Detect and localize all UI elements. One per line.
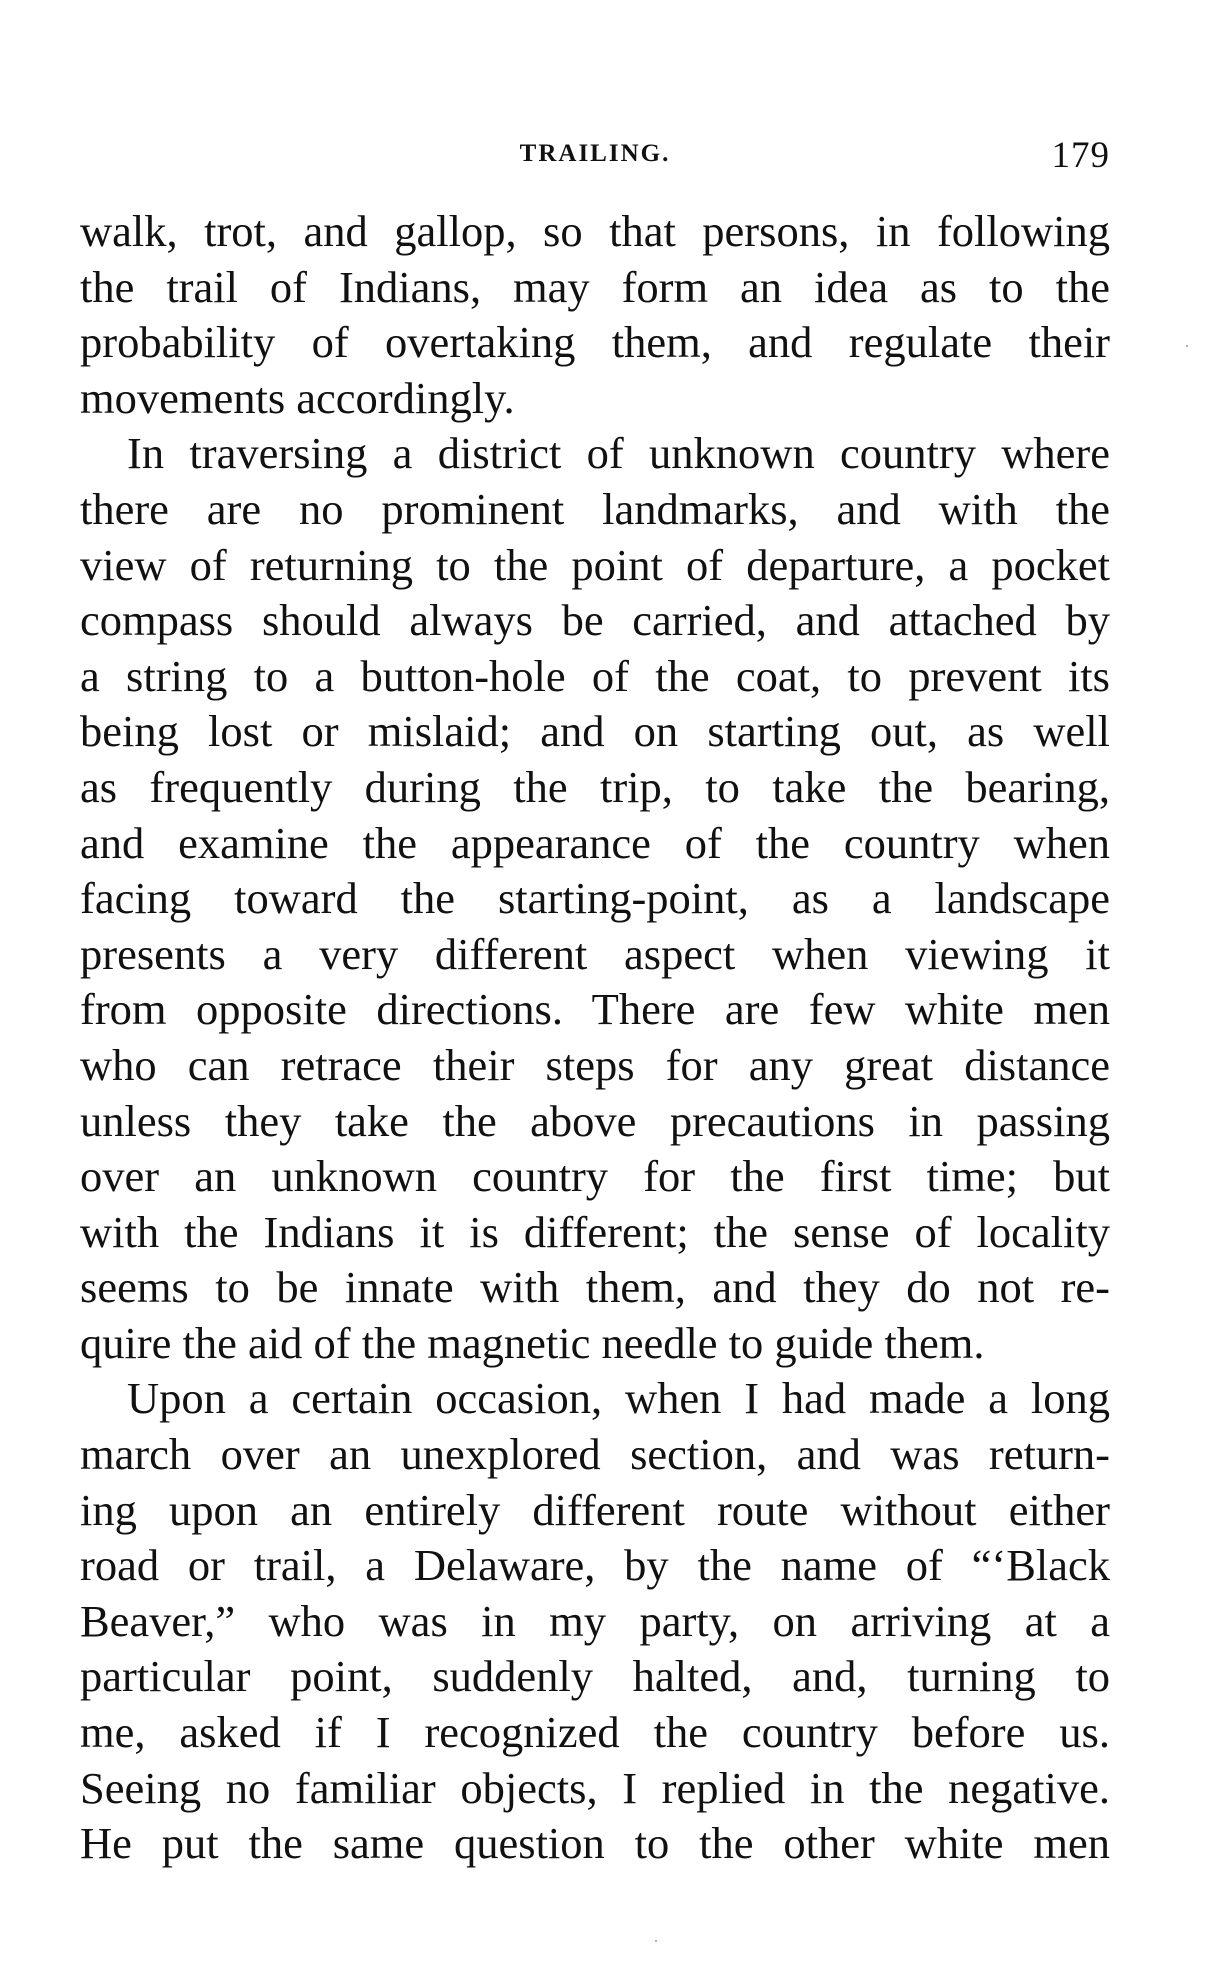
text-line: Seeing no familiar objects, I replied in the negative. [80, 1762, 1110, 1813]
text-line: unless they take the above precautions in passing [80, 1095, 1110, 1146]
text-line: over an unknown country for the first time; but [80, 1151, 1110, 1202]
text-line: view of returning to the point of departure, a pocket [80, 539, 1110, 590]
text-line: me, asked if I recognized the country before us. [80, 1707, 1110, 1758]
text-line: march over an unexplored section, and was return- [80, 1429, 1110, 1480]
text-line: compass should always be carried, and attached by [80, 595, 1110, 646]
text-line: particular point, suddenly halted, and, turning to [80, 1651, 1110, 1702]
text-line: a string to a button-hole of the coat, to prevent its [80, 650, 1110, 701]
body-text [80, 204, 1110, 1872]
page-number: 179 [1051, 135, 1110, 176]
text-line: seems to be innate with them, and they do not re- [80, 1262, 1110, 1313]
paragraph-1 [80, 204, 1110, 426]
text-line: movements accordingly. [80, 372, 515, 423]
paragraph-3 [80, 1371, 1110, 1871]
text-line: quire the aid of the magnetic needle to guide them. [80, 1317, 985, 1368]
text-line: He put the same question to the other white men [80, 1818, 1110, 1869]
text-line: Beaver,” who was in my party, on arriving at a [80, 1595, 1110, 1646]
running-title: TRAILING. [519, 140, 671, 167]
text-line: with the Indians it is different; the sense of locality [80, 1206, 1110, 1257]
text-line: facing toward the starting-point, as a landscape [80, 873, 1110, 924]
text-line: walk, trot, and gallop, so that persons, in following [80, 206, 1110, 256]
scan-speck [655, 1940, 657, 1942]
text-line: the trail of Indians, may form an idea as to the [80, 261, 1110, 312]
text-line: presents a very different aspect when viewing it [80, 928, 1110, 979]
text-line: probability of overtaking them, and regulate their [80, 317, 1110, 368]
text-line: who can retrace their steps for any great distance [80, 1039, 1110, 1090]
scan-speck [1186, 345, 1188, 347]
text-line: ing upon an entirely different route without either [80, 1484, 1110, 1535]
running-head [80, 135, 1110, 178]
text-line: In traversing a district of unknown country where [127, 428, 1110, 479]
text-line: being lost or mislaid; and on starting out, as well [80, 706, 1110, 757]
text-line: road or trail, a Delaware, by the name of “‘Black [80, 1540, 1110, 1591]
text-line: as frequently during the trip, to take the bearing, [80, 761, 1110, 812]
text-line: Upon a certain occasion, when I had made a long [127, 1373, 1110, 1424]
text-line: and examine the appearance of the country when [80, 817, 1110, 868]
text-line: from opposite directions. There are few white men [80, 984, 1110, 1035]
text-line: there are no prominent landmarks, and with the [80, 483, 1110, 534]
paragraph-2 [80, 426, 1110, 1371]
